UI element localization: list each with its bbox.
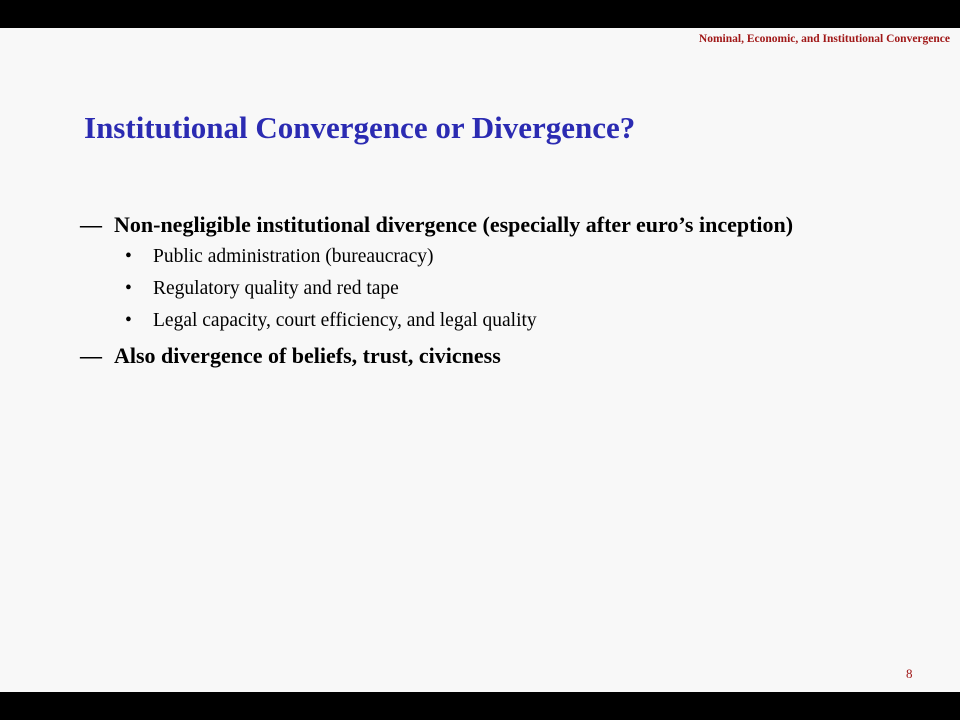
- sub-bullet: [80, 273, 940, 305]
- bullet-marker: •: [125, 246, 132, 267]
- running-header: Nominal, Economic, and Institutional Convergence: [698, 33, 950, 45]
- sub-bullet: [80, 305, 940, 337]
- bottom-letterbox-bar: [0, 692, 960, 720]
- bullet-marker: •: [125, 310, 132, 331]
- main-bullet: [80, 209, 940, 241]
- slide: [0, 28, 960, 692]
- sub-bullet-text: Legal capacity, court efficiency, and legal quality: [153, 310, 537, 331]
- dash-marker: —: [80, 343, 102, 368]
- main-bullet-text: Non-negligible institutional divergence (especially after euro’s inception): [114, 212, 794, 237]
- sub-bullet-text: Public administration (bureaucracy): [153, 246, 434, 267]
- sub-bullet-list: [80, 241, 940, 337]
- bullet-list: [80, 209, 940, 372]
- main-bullet: [80, 340, 940, 372]
- slide-title: Institutional Convergence or Divergence?: [84, 110, 636, 145]
- sub-bullet: [80, 241, 940, 273]
- bullet-marker: •: [125, 278, 132, 299]
- dash-marker: —: [80, 212, 102, 237]
- top-letterbox-bar: [0, 0, 960, 28]
- main-bullet-text: Also divergence of beliefs, trust, civicness: [114, 343, 501, 368]
- sub-bullet-text: Regulatory quality and red tape: [153, 278, 399, 299]
- page-number: 8: [906, 666, 913, 681]
